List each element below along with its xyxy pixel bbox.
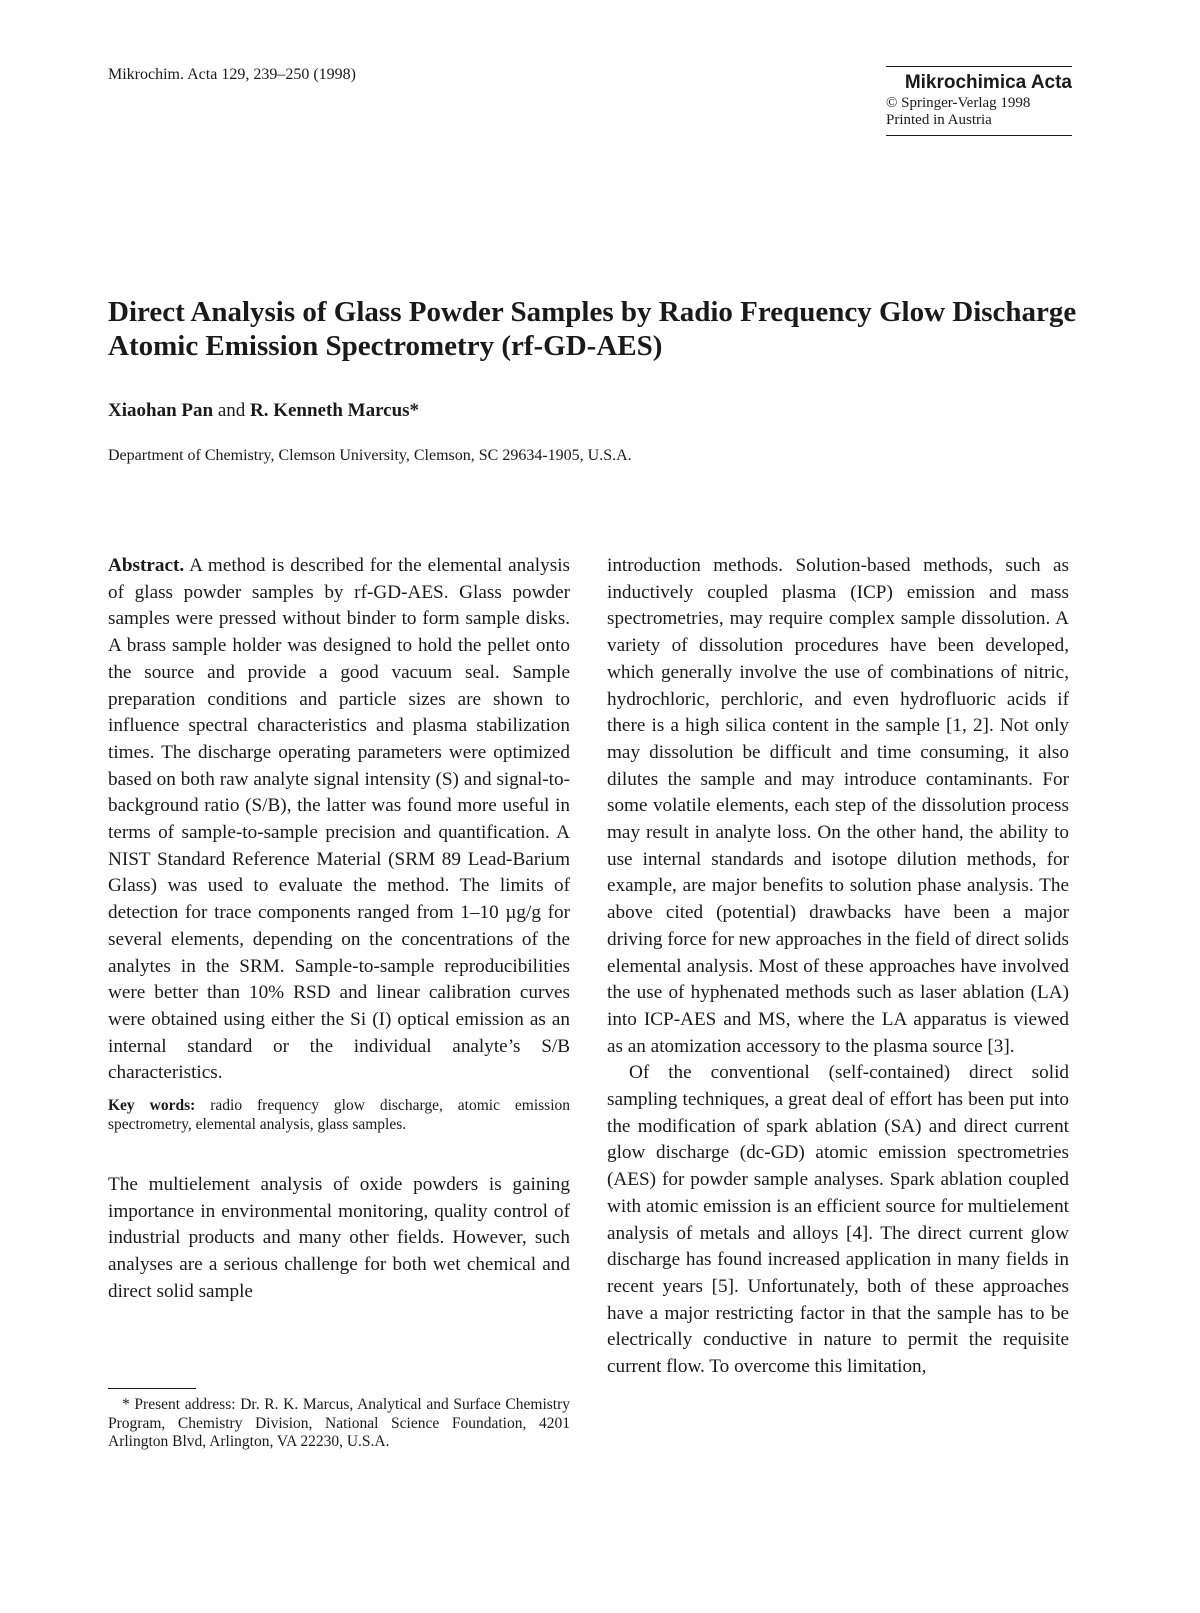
footnote: * Present address: Dr. R. K. Marcus, Analytical and Surface Chemistry Program, Chemistry Division, National Science Foundation, 4201 Arlington Blvd, Arlington, VA 22230, U.S.A. — [108, 1396, 570, 1450]
journal-name: Mikrochimica Acta — [904, 72, 1072, 93]
keywords-text: radio frequency glow discharge, atomic emission spectrometry, elemental analysis, glass samples. — [108, 1097, 571, 1133]
abstract-paragraph — [108, 553, 570, 1087]
keywords-label: Key words: — [108, 1097, 196, 1115]
affiliation: Department of Chemistry, Clemson University, Clemson, SC 29634-1905, U.S.A. — [108, 447, 632, 464]
journal-masthead — [886, 66, 1072, 136]
left-column — [108, 553, 570, 1306]
footnote-rule — [108, 1388, 196, 1389]
publisher-line: © Springer-Verlag 1998 — [886, 95, 1031, 111]
author-conjunction: and — [217, 400, 246, 421]
body-paragraph: Of the conventional (self-contained) direct solid sampling techniques, a great deal of effort has been put into the modification of spark ablation (SA) and direct current glow discharge (dc-GD) atomic emission spectrometries (AES) for powder sample analyses. Spark ablation coupled with atomic emission is an efficient source for multielement analysis of metals and alloys [4]. The direct current glow discharge has found increased application in many fields in recent years [5]. Unfortunately, both of these approaches have a major restricting factor in that the sample has to be electrically conductive in nature to permit the requisite current flow. To overcome this limitation, — [607, 1062, 1069, 1378]
author-name: R. Kenneth Marcus* — [250, 400, 420, 421]
journal-citation: Mikrochim. Acta 129, 239–250 (1998) — [108, 66, 356, 83]
printed-line: Printed in Austria — [886, 112, 992, 128]
abstract-label: Abstract. — [108, 555, 185, 576]
article-title: Direct Analysis of Glass Powder Samples by Radio Frequency Glow Discharge Atomic Emission Spectrometry (rf-GD-AES) — [108, 296, 1077, 362]
masthead-top-rule — [886, 66, 1072, 67]
right-column — [607, 553, 1069, 1381]
abstract-text: A method is described for the elemental analysis of glass powder samples by rf-GD-AES. Glass powder samples were pressed without binder to form sample disks. A brass sample holder was designed to hold the pellet onto the source and provide a good vacuum seal. Sample preparation conditions and particle sizes are shown to influence spectral characteristics and plasma stabilization times. The discharge operating parameters were optimized based on both raw analyte signal intensity (S) and signal-to-background ratio (S/B), the latter was found more useful in terms of sample-to-sample precision and quantification. A NIST Standard Reference Material (SRM 89 Lead-Barium Glass) was used to evaluate the method. The limits of detection for trace components ranged from 1–10 µg/g for several elements, depending on the concentrations of the analytes in the SRM. Sample-to-sample reproducibilities were better than 10% RSD and linear calibration curves were obtained using either the Si (I) optical emission as an internal standard or the individual analyte’s S/B characteristics. — [108, 555, 570, 1084]
author-name: Xiaohan Pan — [108, 400, 214, 421]
body-paragraph: introduction methods. Solution-based methods, such as inductively coupled plasma (ICP) emission and mass spectrometries, may require complex sample dissolution. A variety of dissolution procedures have been developed, which generally involve the use of combinations of nitric, hydrochloric, perchloric, and even hydrofluoric acids if there is a high silica content in the sample [1, 2]. Not only may dissolution be difficult and time consuming, it also dilutes the sample and may introduce contaminants. For some volatile elements, each step of the dissolution process may result in analyte loss. On the other hand, the ability to use internal standards and isotope dilution methods, for example, are major benefits to solution phase analysis. The above cited (potential) drawbacks have been a major driving force for new approaches in the field of direct solids elemental analysis. Most of these approaches have involved the use of hyphenated methods such as laser ablation (LA) into ICP-AES and MS, where the LA apparatus is viewed as an atomization accessory to the plasma source [3]. — [607, 555, 1069, 1057]
keywords — [108, 1097, 570, 1134]
intro-paragraph: The multielement analysis of oxide powders is gaining importance in environmental monitoring, quality control of industrial products and many other fields. However, such analyses are a serious challenge for both wet chemical and direct solid sample — [108, 1174, 570, 1302]
author-list — [108, 400, 419, 422]
masthead-bottom-rule — [886, 135, 1072, 136]
